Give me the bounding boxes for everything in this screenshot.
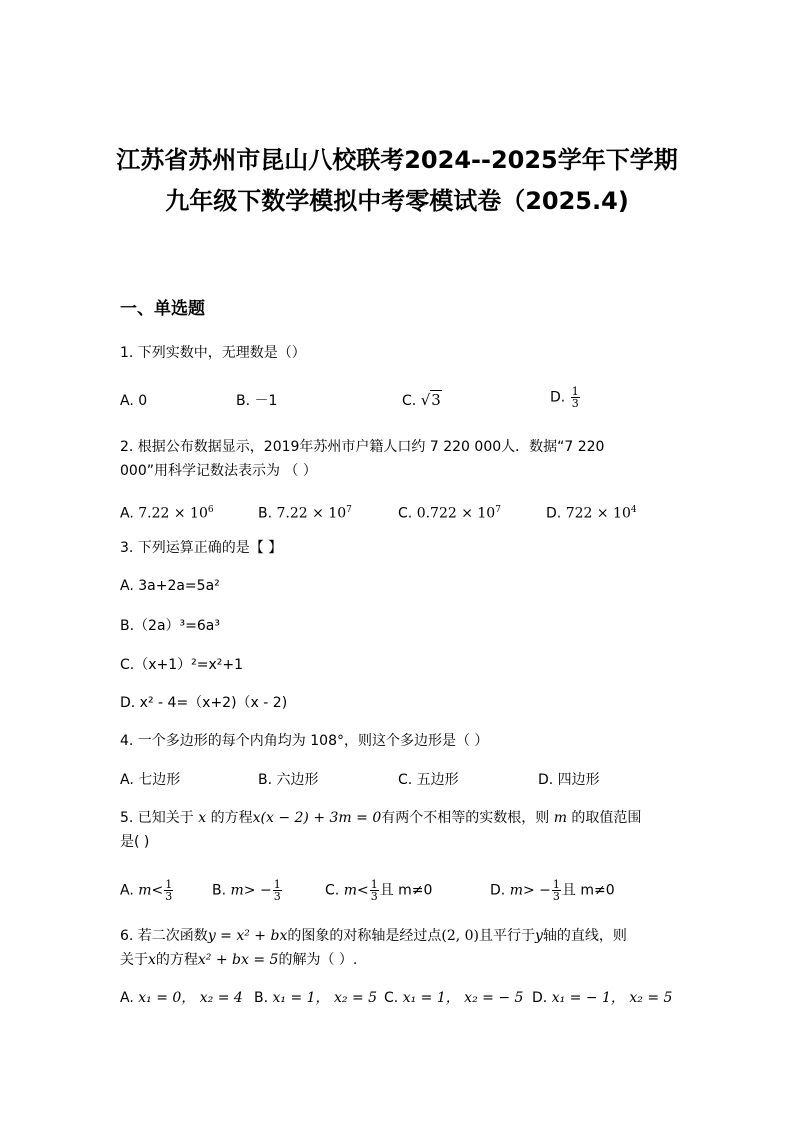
q6-stem-line1 (120, 926, 627, 946)
option-label: B. (212, 882, 227, 899)
fraction-denominator: 3 (273, 890, 281, 903)
q5-option-b (212, 879, 283, 902)
q3-stem: 3. 下列运算正确的是【 】 (120, 540, 283, 556)
q5-stem-line1 (120, 808, 641, 828)
option-fraction (370, 879, 379, 902)
q5-option-c (325, 879, 432, 902)
q6-option-b (254, 988, 377, 1008)
option-value: 0.722 × 10 (416, 505, 496, 522)
fraction-denominator: 3 (571, 397, 579, 410)
option-exponent: 6 (207, 505, 214, 515)
math-variable: x (148, 952, 156, 968)
q1-option-c-radicand: 3 (431, 391, 441, 409)
stem-text: 有两个不相等的实数根，则 (381, 810, 550, 826)
q3-option-d: D. x² - 4=（x+2)（x - 2) (120, 695, 288, 711)
option-label: B. (258, 505, 273, 522)
option-label: A. (120, 505, 134, 522)
section-heading: 一、单选题 (120, 299, 205, 319)
q1-option-c-label: C. (402, 393, 417, 409)
q6-option-d (532, 988, 672, 1008)
stem-text: 的方程 (155, 952, 198, 968)
option-relation: m< (343, 882, 369, 899)
q6-stem-line2 (120, 950, 357, 970)
option-relation: m< (138, 882, 164, 899)
q1-option-d-label: D. (550, 389, 566, 406)
option-value: 722 × 10 (565, 505, 631, 522)
q1-option-c (402, 390, 442, 411)
q3-option-c: C.（x+1）²=x²+1 (120, 657, 244, 673)
q1-option-a: A. 0 (120, 393, 148, 409)
option-label: C. (398, 505, 413, 522)
fraction-numerator: 1 (370, 878, 378, 891)
q2-option-a (120, 500, 214, 524)
math-point: (2, 0) (441, 928, 479, 944)
option-label: D. (546, 505, 562, 522)
math-function: y = x² + bx (207, 928, 288, 944)
option-value: 7.22 × 10 (138, 505, 208, 522)
q5-stem-line2: 是( ) (120, 834, 150, 850)
option-label: C. (384, 990, 399, 1006)
q4-option-c: C. 五边形 (398, 772, 459, 788)
option-relation: m> − (509, 882, 551, 899)
fraction-denominator: 3 (165, 890, 173, 903)
math-equation: x(x − 2) + 3m = 0 (252, 810, 382, 826)
stem-text: 且平行于 (479, 928, 535, 944)
option-value: 7.22 × 10 (276, 505, 347, 522)
stem-text: 的图象的对称轴是经过点 (287, 928, 442, 944)
q1-option-b: B. －1 (236, 393, 278, 409)
q4-option-a: A. 七边形 (120, 772, 181, 788)
q6-option-c (384, 988, 523, 1008)
option-label: A. (120, 990, 134, 1006)
q3-option-a: A. 3a+2a=5a² (120, 578, 220, 594)
fraction-numerator: 1 (571, 385, 579, 398)
stem-text: 6. 若二次函数 (120, 928, 208, 944)
fraction-numerator: 1 (552, 878, 560, 891)
math-variable: m (553, 810, 567, 826)
q2-option-c (398, 500, 501, 524)
stem-text: 轴的直线，则 (542, 928, 627, 944)
stem-text: 5. 已知关于 (120, 810, 194, 826)
fraction-numerator: 1 (165, 878, 173, 891)
option-fraction (164, 879, 173, 902)
option-value: x₁ = 1， x₂ = 5 (272, 990, 378, 1006)
q5-option-d (490, 879, 615, 902)
option-label: B. (254, 990, 269, 1006)
q5-option-a (120, 879, 174, 902)
fraction-denominator: 3 (552, 890, 560, 903)
q1-stem: 1. 下列实数中，无理数是（） (120, 345, 306, 361)
option-condition: 且 m≠0 (561, 882, 615, 899)
q6-option-a (120, 988, 243, 1008)
q4-option-d: D. 四边形 (538, 772, 600, 788)
q2-option-b (258, 500, 352, 524)
math-variable: y (535, 928, 543, 944)
option-label: C. (325, 882, 340, 899)
math-equation: x² + bx = 5 (197, 952, 279, 968)
math-variable: x (198, 810, 207, 826)
option-value: x₁ = 1， x₂ = − 5 (402, 990, 524, 1006)
option-exponent: 7 (495, 505, 501, 515)
option-label: D. (532, 990, 548, 1006)
option-exponent: 7 (346, 505, 352, 515)
option-condition: 且 m≠0 (379, 882, 433, 899)
stem-text: 关于 (120, 952, 148, 968)
option-label: A. (120, 882, 134, 899)
q2-option-d (546, 500, 637, 524)
fraction-numerator: 1 (273, 878, 281, 891)
stem-text: 的取值范围 (571, 810, 642, 826)
q3-option-b: B.（2a）³=6a³ (120, 618, 220, 634)
q2-stem-line2: 000”用科学记数法表示为 （ ） (120, 463, 317, 479)
q1-option-d-fraction (571, 386, 580, 409)
option-value: x₁ = − 1， x₂ = 5 (551, 990, 673, 1006)
sqrt-symbol: √3 (420, 391, 441, 409)
option-value: x₁ = 0， x₂ = 4 (138, 990, 243, 1006)
q2-stem-line1: 2. 根据公布数据显示，2019年苏州市户籍人口约 7 220 000人．数据“7 220 (120, 439, 605, 455)
document-title-line1: 江苏省苏州市昆山八校联考2024--2025学年下学期 (116, 146, 678, 174)
option-relation: m> − (230, 882, 272, 899)
option-fraction (273, 879, 282, 902)
document-title-line2: 九年级下数学模拟中考零模试卷（2025.4) (165, 187, 629, 215)
q4-stem: 4. 一个多边形的每个内角均为 108°，则这个多边形是（ ） (120, 733, 489, 749)
option-fraction (552, 879, 561, 902)
q1-option-d (550, 386, 581, 409)
stem-text: 的方程 (210, 810, 253, 826)
option-exponent: 4 (630, 505, 637, 515)
fraction-denominator: 3 (370, 890, 378, 903)
option-label: D. (490, 882, 506, 899)
q4-option-b: B. 六边形 (258, 772, 319, 788)
stem-text: 的解为（ ）. (278, 952, 358, 968)
